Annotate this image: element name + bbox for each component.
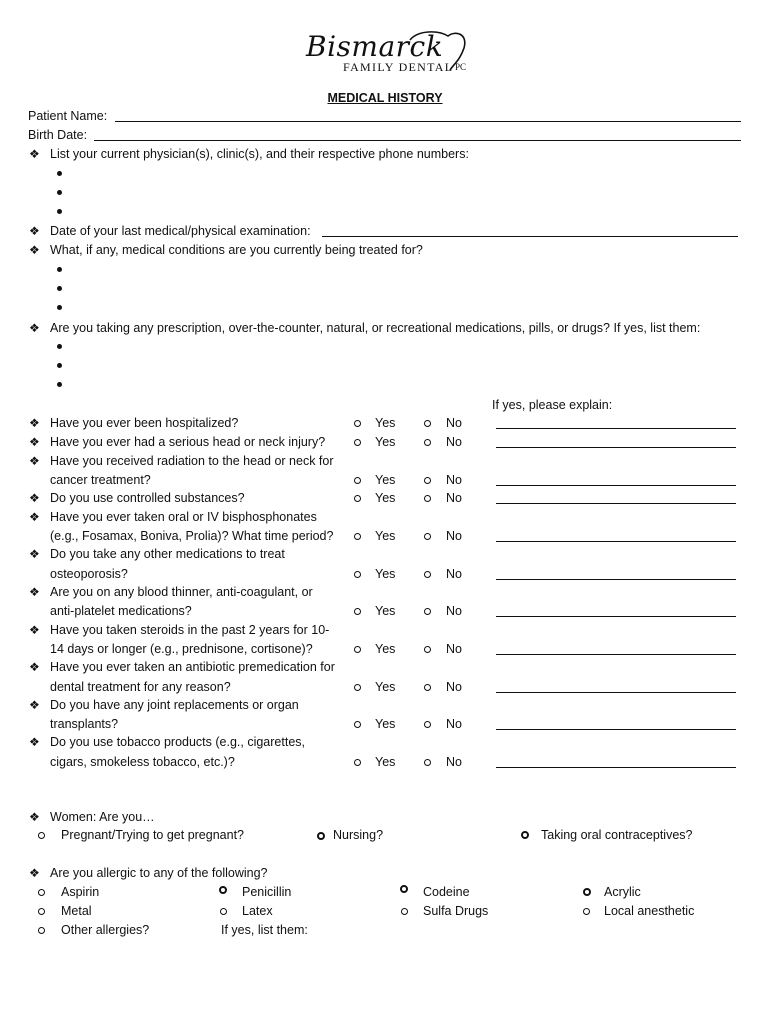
- women-prompt: Women: Are you…: [50, 810, 155, 824]
- no-label: No: [446, 567, 462, 581]
- diamond-bullet-icon: ❖: [29, 321, 40, 335]
- allergies-prompt: Are you allergic to any of the following?: [50, 866, 268, 880]
- diamond-bullet-icon: ❖: [29, 547, 40, 561]
- latex-label: Latex: [242, 904, 273, 918]
- explain-field[interactable]: [496, 447, 736, 448]
- aspirin-label: Aspirin: [61, 885, 100, 899]
- yes-radio[interactable]: [354, 477, 361, 484]
- other-allergies-checkbox[interactable]: [38, 927, 45, 934]
- no-radio[interactable]: [424, 759, 431, 766]
- yes-label: Yes: [375, 416, 396, 430]
- question-text-cont: (e.g., Fosamax, Boniva, Prolia)? What time period?: [50, 529, 334, 543]
- codeine-checkbox[interactable]: [400, 885, 408, 893]
- local-anesthetic-checkbox[interactable]: [583, 908, 590, 915]
- diamond-bullet-icon: ❖: [29, 435, 40, 449]
- no-radio[interactable]: [424, 608, 431, 615]
- no-radio[interactable]: [424, 420, 431, 427]
- no-label: No: [446, 680, 462, 694]
- yes-radio[interactable]: [354, 571, 361, 578]
- list-bullet: [57, 305, 62, 310]
- diamond-bullet-icon: ❖: [29, 660, 40, 674]
- question-text: Have you ever taken oral or IV bisphosphonates: [50, 510, 317, 524]
- yes-radio[interactable]: [354, 608, 361, 615]
- other-allergies-label: Other allergies?: [61, 923, 150, 937]
- yes-label: Yes: [375, 529, 396, 543]
- allergies-list-prompt: If yes, list them:: [221, 923, 308, 937]
- metal-checkbox[interactable]: [38, 908, 45, 915]
- no-label: No: [446, 755, 462, 769]
- yes-label: Yes: [375, 755, 396, 769]
- yes-radio[interactable]: [354, 420, 361, 427]
- list-bullet: [57, 209, 62, 214]
- no-label: No: [446, 604, 462, 618]
- diamond-bullet-icon: ❖: [29, 866, 40, 880]
- penicillin-label: Penicillin: [242, 885, 292, 899]
- last-exam-field[interactable]: [322, 236, 738, 237]
- no-radio[interactable]: [424, 684, 431, 691]
- diamond-bullet-icon: ❖: [29, 623, 40, 637]
- no-label: No: [446, 473, 462, 487]
- nursing-label: Nursing?: [333, 828, 384, 842]
- yes-radio[interactable]: [354, 646, 361, 653]
- metal-label: Metal: [61, 904, 92, 918]
- page-title: MEDICAL HISTORY: [327, 91, 443, 105]
- explain-field[interactable]: [496, 541, 736, 542]
- diamond-bullet-icon: ❖: [29, 698, 40, 712]
- question-text: Have you received radiation to the head or neck for: [50, 454, 334, 468]
- birth-date-label: Birth Date:: [28, 128, 88, 142]
- yes-label: Yes: [375, 604, 396, 618]
- explain-field[interactable]: [496, 654, 736, 655]
- diamond-bullet-icon: ❖: [29, 491, 40, 505]
- list-bullet: [57, 344, 62, 349]
- question-text: Have you ever taken an antibiotic premedication for: [50, 660, 335, 674]
- question-text-cont: cigars, smokeless tobacco, etc.)?: [50, 755, 235, 769]
- question-text: Do you use tobacco products (e.g., cigarettes,: [50, 735, 305, 749]
- explain-field[interactable]: [496, 729, 736, 730]
- diamond-bullet-icon: ❖: [29, 735, 40, 749]
- question-text-cont: transplants?: [50, 717, 119, 731]
- yes-label: Yes: [375, 680, 396, 694]
- question-text-cont: 14 days or longer (e.g., prednisone, cortisone)?: [50, 642, 313, 656]
- no-label: No: [446, 642, 462, 656]
- codeine-label: Codeine: [423, 885, 470, 899]
- yes-label: Yes: [375, 491, 396, 505]
- diamond-bullet-icon: ❖: [29, 147, 40, 161]
- question-text: Do you use controlled substances?: [50, 491, 245, 505]
- yes-radio[interactable]: [354, 533, 361, 540]
- question-text: Are you on any blood thinner, anti-coagulant, or: [50, 585, 313, 599]
- sulfa-drugs-label: Sulfa Drugs: [423, 904, 489, 918]
- question-text: Do you take any other medications to treat: [50, 547, 285, 561]
- question-text-cont: cancer treatment?: [50, 473, 151, 487]
- list-bullet: [57, 267, 62, 272]
- pregnant-label: Pregnant/Trying to get pregnant?: [61, 828, 244, 842]
- diamond-bullet-icon: ❖: [29, 224, 40, 238]
- no-label: No: [446, 529, 462, 543]
- list-bullet: [57, 171, 62, 176]
- question-text: Have you taken steroids in the past 2 years for 10-: [50, 623, 330, 637]
- diamond-bullet-icon: ❖: [29, 510, 40, 524]
- penicillin-checkbox[interactable]: [219, 886, 227, 894]
- aspirin-checkbox[interactable]: [38, 889, 45, 896]
- latex-checkbox[interactable]: [220, 908, 227, 915]
- logo-suffix: PC: [455, 62, 467, 72]
- contraceptives-radio[interactable]: [521, 831, 529, 839]
- explain-field[interactable]: [496, 692, 736, 693]
- list-bullet: [57, 382, 62, 387]
- diamond-bullet-icon: ❖: [29, 454, 40, 468]
- explain-field[interactable]: [496, 428, 736, 429]
- no-radio[interactable]: [424, 533, 431, 540]
- diamond-bullet-icon: ❖: [29, 810, 40, 824]
- logo-script-text: Bismarck: [306, 30, 444, 63]
- birth-date-field[interactable]: [94, 140, 741, 141]
- logo-subtitle: FAMILY DENTAL: [343, 60, 454, 74]
- explain-field[interactable]: [496, 579, 736, 580]
- question-text-cont: osteoporosis?: [50, 567, 128, 581]
- no-radio[interactable]: [424, 495, 431, 502]
- no-radio[interactable]: [424, 571, 431, 578]
- explain-field[interactable]: [496, 503, 736, 504]
- question-text: Do you have any joint replacements or organ: [50, 698, 299, 712]
- patient-name-field[interactable]: [115, 121, 741, 122]
- question-text: Have you ever been hospitalized?: [50, 416, 239, 430]
- no-radio[interactable]: [424, 439, 431, 446]
- no-label: No: [446, 491, 462, 505]
- diamond-bullet-icon: ❖: [29, 585, 40, 599]
- yes-radio[interactable]: [354, 721, 361, 728]
- question-text-cont: dental treatment for any reason?: [50, 680, 231, 694]
- explain-header: If yes, please explain:: [492, 398, 613, 412]
- explain-field[interactable]: [496, 485, 736, 486]
- medications-prompt: Are you taking any prescription, over-the-counter, natural, or recreational medications, pills, or drugs? If yes, list them:: [50, 321, 701, 335]
- yes-label: Yes: [375, 642, 396, 656]
- patient-name-label: Patient Name:: [28, 109, 108, 123]
- yes-label: Yes: [375, 473, 396, 487]
- list-bullet: [57, 286, 62, 291]
- conditions-prompt: What, if any, medical conditions are you currently being treated for?: [50, 243, 423, 257]
- last-exam-prompt: Date of your last medical/physical examination:: [50, 224, 311, 238]
- list-bullet: [57, 190, 62, 195]
- local-anesthetic-label: Local anesthetic: [604, 904, 695, 918]
- no-label: No: [446, 717, 462, 731]
- yes-radio[interactable]: [354, 684, 361, 691]
- acrylic-label: Acrylic: [604, 885, 641, 899]
- acrylic-checkbox[interactable]: [583, 888, 591, 896]
- yes-label: Yes: [375, 567, 396, 581]
- yes-radio[interactable]: [354, 439, 361, 446]
- list-bullet: [57, 363, 62, 368]
- explain-field[interactable]: [496, 767, 736, 768]
- contraceptives-label: Taking oral contraceptives?: [541, 828, 693, 842]
- question-text-cont: anti-platelet medications?: [50, 604, 192, 618]
- no-radio[interactable]: [424, 721, 431, 728]
- no-label: No: [446, 416, 462, 430]
- explain-field[interactable]: [496, 616, 736, 617]
- yes-label: Yes: [375, 435, 396, 449]
- yes-radio[interactable]: [354, 495, 361, 502]
- diamond-bullet-icon: ❖: [29, 416, 40, 430]
- sulfa-drugs-checkbox[interactable]: [401, 908, 408, 915]
- practice-logo: [298, 28, 474, 84]
- nursing-radio[interactable]: [317, 832, 325, 840]
- question-text: Have you ever had a serious head or neck injury?: [50, 435, 326, 449]
- yes-label: Yes: [375, 717, 396, 731]
- pregnant-radio[interactable]: [38, 832, 45, 839]
- diamond-bullet-icon: ❖: [29, 243, 40, 257]
- no-radio[interactable]: [424, 646, 431, 653]
- yes-radio[interactable]: [354, 759, 361, 766]
- no-label: No: [446, 435, 462, 449]
- no-radio[interactable]: [424, 477, 431, 484]
- physicians-prompt: List your current physician(s), clinic(s), and their respective phone numbers:: [50, 147, 469, 161]
